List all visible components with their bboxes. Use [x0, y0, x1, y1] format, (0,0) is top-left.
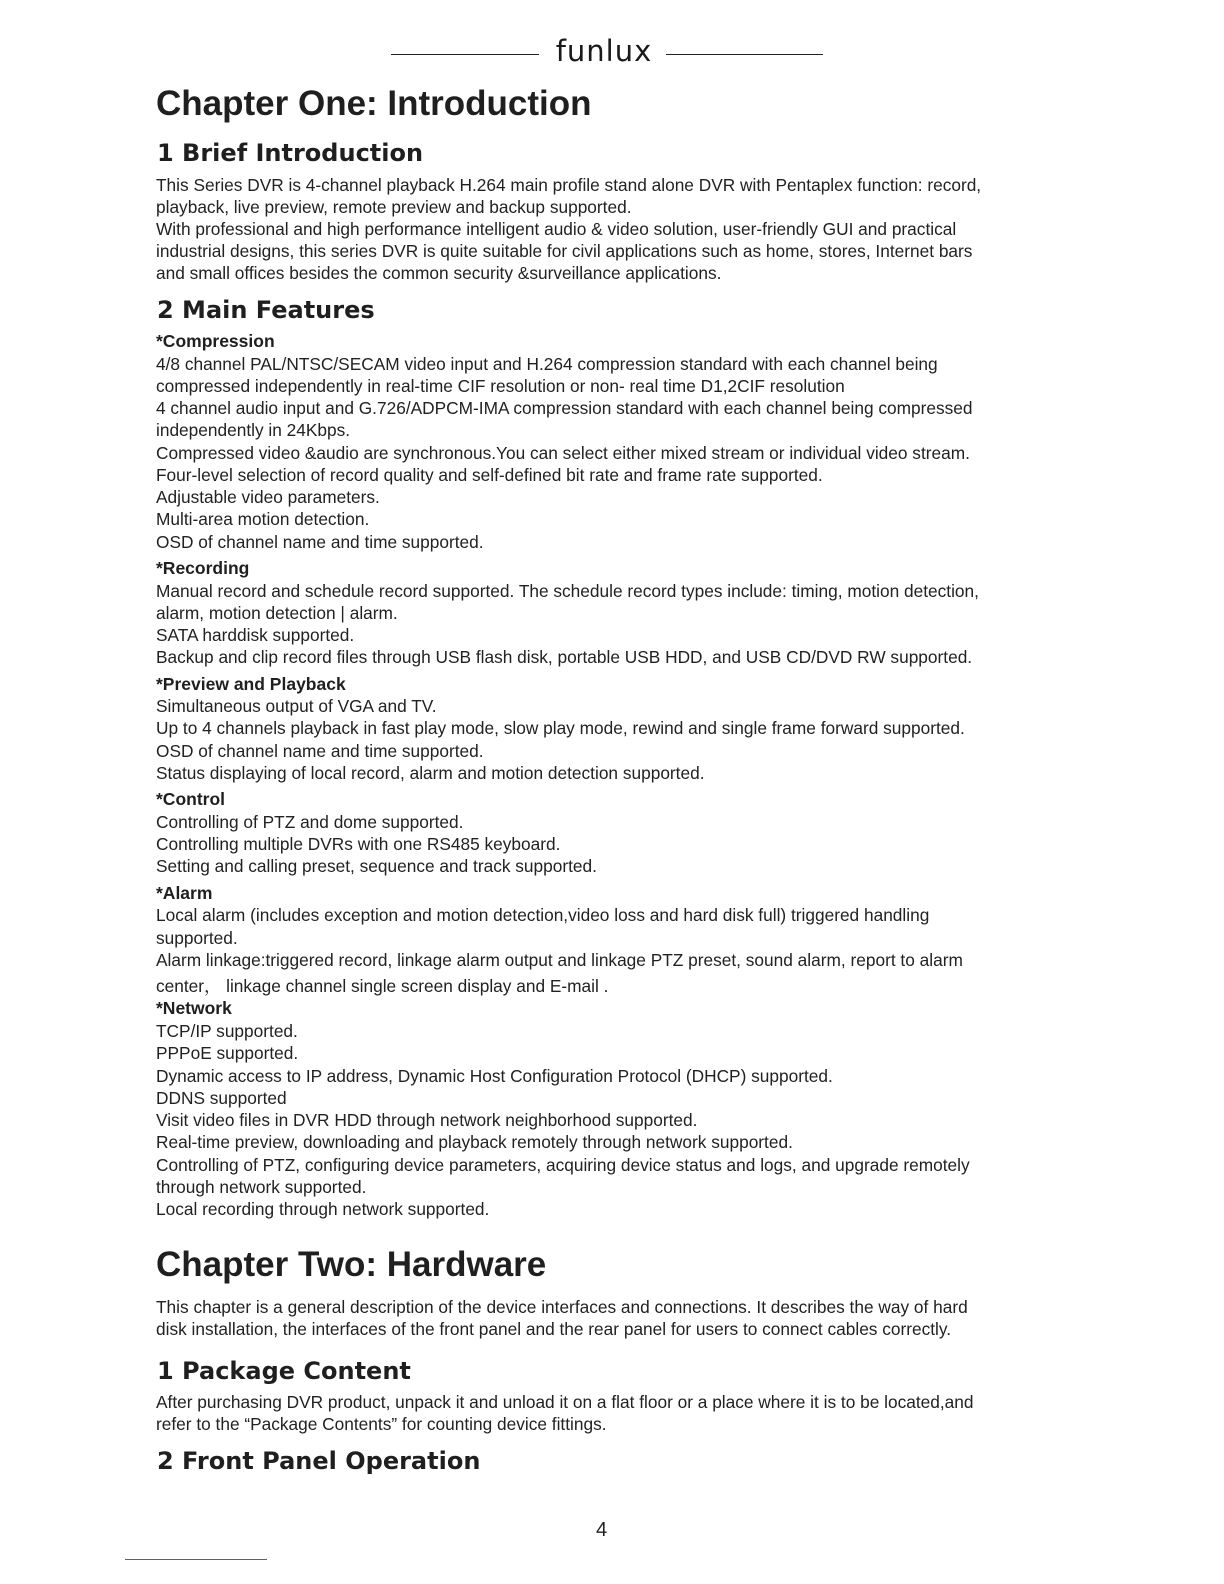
control-title: *Control — [156, 789, 226, 809]
compression-line: Four-level selection of record quality and self-defined bit rate and frame rate supported. — [156, 465, 823, 485]
brief-line: industrial designs, this series DVR is quite suitable for civil applications such as home, stores, Internet bars — [156, 241, 973, 261]
recording-line: alarm, motion detection | alarm. — [156, 603, 398, 623]
front-panel-heading: 2 Front Panel Operation — [157, 1447, 481, 1475]
network-line: Visit video files in DVR HDD through network neighborhood supported. — [156, 1110, 698, 1130]
chapter-one-title: Chapter One: Introduction — [156, 84, 592, 123]
brief-introduction-heading: 1 Brief Introduction — [157, 139, 424, 167]
compression-line: Adjustable video parameters. — [156, 487, 380, 507]
alarm-line: center， linkage channel single screen display and E-mail . — [156, 976, 609, 996]
recording-line: SATA harddisk supported. — [156, 625, 355, 645]
package-line: refer to the “Package Contents” for counting device fittings. — [156, 1414, 607, 1434]
brief-line: With professional and high performance intelligent audio & video solution, user-friendly GUI and practical — [156, 219, 957, 239]
recording-line: Backup and clip record files through USB flash disk, portable USB HDD, and USB CD/DVD RW supported. — [156, 647, 973, 667]
compression-line: OSD of channel name and time supported. — [156, 532, 484, 552]
alarm-line: Alarm linkage:triggered record, linkage alarm output and linkage PTZ preset, sound alarm, report to alarm — [156, 950, 963, 970]
compression-line: Compressed video &audio are synchronous.You can select either mixed stream or individual video stream. — [156, 443, 970, 463]
alarm-title: *Alarm — [156, 883, 213, 903]
network-line: DDNS supported — [156, 1088, 287, 1108]
control-line: Setting and calling preset, sequence and track supported. — [156, 856, 597, 876]
compression-line: compressed independently in real-time CIF resolution or non- real time D1,2CIF resolution — [156, 376, 845, 396]
page-header — [0, 34, 1224, 74]
main-features-heading: 2 Main Features — [157, 296, 375, 324]
network-line: Dynamic access to IP address, Dynamic Host Configuration Protocol (DHCP) supported. — [156, 1066, 833, 1086]
compression-line: 4 channel audio input and G.726/ADPCM-IMA compression standard with each channel being compressed — [156, 398, 973, 418]
compression-title: *Compression — [156, 331, 275, 351]
alarm-line: supported. — [156, 928, 238, 948]
compression-line: independently in 24Kbps. — [156, 420, 351, 440]
control-line: Controlling of PTZ and dome supported. — [156, 812, 464, 832]
header-rule-right — [666, 54, 823, 55]
footer-rule — [125, 1559, 267, 1560]
chapter-two-title: Chapter Two: Hardware — [156, 1245, 547, 1284]
compression-line: 4/8 channel PAL/NTSC/SECAM video input and H.264 compression standard with each channel being — [156, 354, 938, 374]
package-content-heading: 1 Package Content — [157, 1357, 411, 1385]
chapter-two-intro-line: disk installation, the interfaces of the front panel and the rear panel for users to connect cables correctly. — [156, 1319, 952, 1339]
network-line: Controlling of PTZ, configuring device parameters, acquiring device status and logs, and upgrade remotely — [156, 1155, 970, 1175]
preview-line: Simultaneous output of VGA and TV. — [156, 696, 437, 716]
compression-line: Multi-area motion detection. — [156, 509, 370, 529]
recording-line: Manual record and schedule record supported. The schedule record types include: timing, motion detection, — [156, 581, 979, 601]
control-line: Controlling multiple DVRs with one RS485 keyboard. — [156, 834, 561, 854]
preview-playback-title: *Preview and Playback — [156, 674, 346, 694]
network-line: Real-time preview, downloading and playback remotely through network supported. — [156, 1132, 793, 1152]
brief-line: This Series DVR is 4-channel playback H.264 main profile stand alone DVR with Pentaplex function: record, — [156, 175, 982, 195]
preview-line: Status displaying of local record, alarm and motion detection supported. — [156, 763, 705, 783]
network-line: Local recording through network supported. — [156, 1199, 490, 1219]
package-line: After purchasing DVR product, unpack it and unload it on a flat floor or a place where it is to be located,and — [156, 1392, 974, 1412]
network-line: PPPoE supported. — [156, 1043, 299, 1063]
recording-title: *Recording — [156, 558, 250, 578]
page-number: 4 — [596, 1519, 608, 1541]
brand-logo: funlux — [555, 34, 653, 68]
preview-line: Up to 4 channels playback in fast play mode, slow play mode, rewind and single frame forward supported. — [156, 718, 965, 738]
header-rule-left — [391, 54, 539, 55]
chapter-two-intro-line: This chapter is a general description of the device interfaces and connections. It describes the way of hard — [156, 1297, 968, 1317]
network-line: through network supported. — [156, 1177, 367, 1197]
network-line: TCP/IP supported. — [156, 1021, 298, 1041]
network-title: *Network — [156, 998, 232, 1018]
brief-line: and small offices besides the common security &surveillance applications. — [156, 263, 722, 283]
brief-line: playback, live preview, remote preview and backup supported. — [156, 197, 632, 217]
preview-line: OSD of channel name and time supported. — [156, 741, 484, 761]
alarm-line: Local alarm (includes exception and motion detection,video loss and hard disk full) triggered handling — [156, 905, 930, 925]
